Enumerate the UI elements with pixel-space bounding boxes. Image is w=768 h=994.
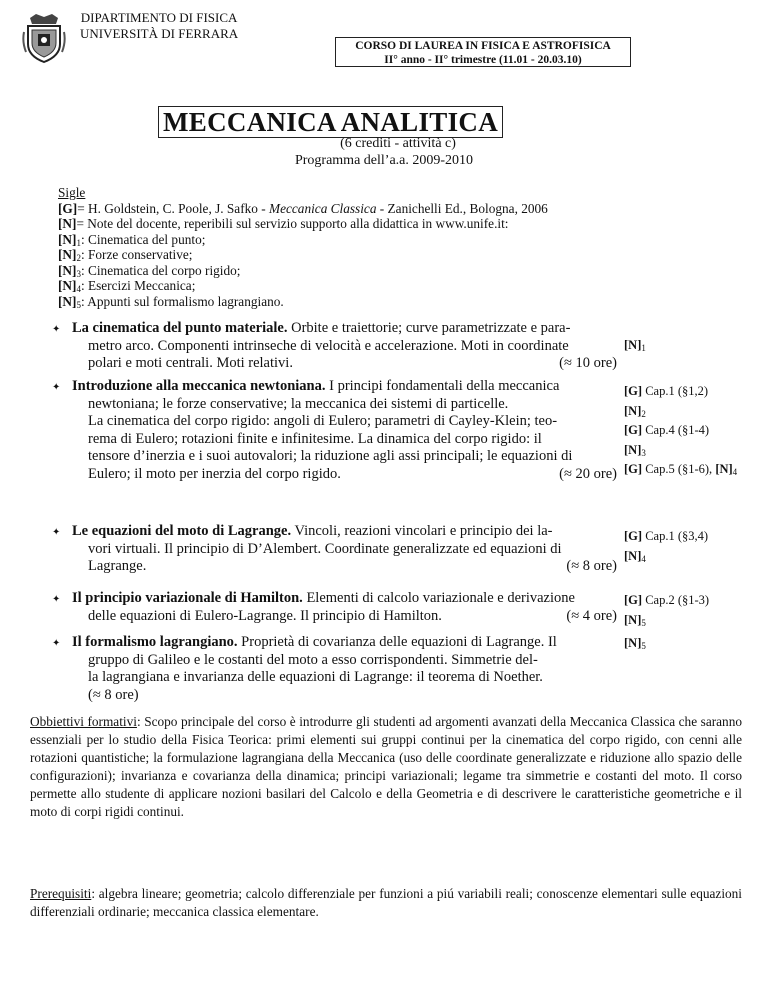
topic-item: ✦ Il principio variazionale di Hamilton. Elementi di calcolo variazionale e derivazione delle equazioni di Eulero-Lagrange. Il principio di Hamilton. (≈ 4 ore)	[52, 590, 617, 624]
topic-references: [G] Cap.1 (§1,2) $[N]_2$ [G] Cap.4 (§1-4) $[N]_3$ [G] Cap.5 (§1-6), $[N]_4$	[624, 384, 738, 477]
abbrev-note-item: $[N]_4$: Esercizi Meccanica;	[58, 278, 196, 294]
topic-title: La cinematica del punto materiale.	[72, 320, 288, 336]
abbrev-note-item: $[N]_5$: Appunti sul formalismo lagrangiano.	[58, 293, 284, 310]
university-crest-icon	[22, 12, 66, 64]
credits-line: (6 crediti - attività c)	[340, 136, 456, 151]
abbrev-notes: [N]= Note del docente, reperibili sul servizio supporto alla didattica in www.unife.it:	[58, 216, 509, 231]
prerequisites-paragraph: Prerequisiti: algebra lineare; geometria; calcolo differenziale per funzioni a piú variabili reali; conoscenze elementari sulle equazioni differenziali ordinarie; meccanica classica elementare.	[30, 886, 742, 919]
topic-references: [G] Cap.1 (§3,4) $[N]_4$	[624, 529, 709, 564]
topic-title: Le equazioni del moto di Lagrange.	[72, 523, 292, 539]
topic-hours: (≈ 4 ore)	[566, 607, 617, 624]
objectives-paragraph: Obbiettivi formativi: Scopo principale del corso è introdurre gli studenti ad argomenti avanzati della Meccanica Classica che saranno essenziali per lo studio della Fisica Teorica: primi elementi sui gruppi continui per la cinematica del corpo rigido, con cenni alle rotazioni quantistiche; la formulazione lagrangiana della Meccanica (uso delle coordinate generalizzate e riduzione allo spazio delle configurazioni); invarianza e covarianza della dinamica; principi variazionali; legame tra simmetrie e costanti del moto. Il corso permette allo studente di applicare nozioni basilari del Calcolo e della Geometria e di descrivere le caratteristiche geometriche e il moto di corpi rigidi continui.	[30, 714, 742, 819]
topic-hours: (≈ 10 ore)	[559, 355, 617, 371]
topic-references: $[N]_5$	[624, 636, 646, 651]
course-name: CORSO DI LAUREA IN FISICA E ASTROFISICA	[355, 40, 611, 52]
department-heading	[80, 10, 238, 42]
topic-title: Introduzione alla meccanica newtoniana.	[72, 378, 326, 394]
topic-title: Il formalismo lagrangiano.	[72, 634, 238, 650]
topic-item: ✦ Le equazioni del moto di Lagrange. Vincoli, reazioni vincolari e principio dei la- vori virtuali. Il principio di D’Alembert. Coordinate generalizzate ed equazioni di Lagrange. (≈ 8 ore)	[52, 523, 617, 574]
program-year: Programma dell’a.a. 2009-2010	[294, 153, 474, 168]
abbrev-note-item: $[N]_3$: Cinematica del corpo rigido;	[58, 262, 241, 279]
topic-hours: (≈ 8 ore)	[566, 558, 617, 574]
topic-item: ✦ Introduzione alla meccanica newtoniana. I principi fondamentali della meccanica newtoniana; le forze conservative; la meccanica dei sistemi di particelle. La cinematica del corpo rigido: angoli di Eulero; parametri di Cayley-Klein; teo- rema di Eulero; rotazioni finite e infinitesime. La dinamica del corpo rigido: il tensore d’inerzia e i suoi autovalori; la riduzione agli assi principali; le equazioni di Eulero; il moto per inerzia del corpo rigido. (≈ 20 ore)	[52, 378, 617, 482]
abbrev-note-item: $[N]_1$: Cinematica del punto;	[58, 231, 206, 248]
title-subtitle	[0, 135, 768, 169]
course-period: II° anno - II° trimestre (11.01 - 20.03.10)	[384, 54, 582, 66]
abbrev-goldstein: [G]= H. Goldstein, C. Poole, J. Safko - Meccanica Classica - Zanichelli Ed., Bologna, 2006	[58, 200, 548, 216]
objectives-label: Obbiettivi formativi	[30, 714, 137, 729]
topic-title: Il principio variazionale di Hamilton.	[72, 590, 303, 606]
abbreviations-section	[58, 185, 718, 309]
topic-item: ✦ Il formalismo lagrangiano. Proprietà di covarianza delle equazioni di Lagrange. Il gruppo di Galileo e le costanti del moto a esso corrispondenti. Simmetrie del- la lagrangiana e invarianza delle equazioni di Lagrange: il teorema di Noether. (≈ 8 ore)	[52, 634, 617, 704]
bullet-icon: ✦	[52, 594, 61, 605]
topic-item: ✦ La cinematica del punto materiale. Orbite e traiettorie; curve parametrizzate e para- metro arco. Componenti intrinseche di velocità e accelerazione. Moti in coordinate polari e moti centrali. Moti relativi. (≈ 10 ore)	[52, 320, 617, 371]
bullet-icon: ✦	[52, 638, 61, 649]
course-info-box	[335, 37, 631, 67]
abbreviations-heading: Sigle	[58, 185, 86, 200]
department-name: DIPARTIMENTO DI FISICA	[80, 10, 238, 25]
topic-references: $[N]_1$	[624, 338, 646, 353]
abbrev-note-item: $[N]_2$: Forze conservative;	[58, 247, 193, 263]
prerequisites-label: Prerequisiti	[30, 886, 92, 901]
bullet-icon: ✦	[52, 324, 61, 335]
bullet-icon: ✦	[52, 382, 61, 393]
university-name: UNIVERSITÀ DI FERRARA	[80, 26, 239, 41]
topic-hours: (≈ 20 ore)	[559, 465, 617, 482]
page-title: MECCANICA ANALITICA	[158, 106, 503, 138]
topic-references: [G] Cap.2 (§1-3) $[N]_5$	[624, 593, 710, 628]
topic-hours: (≈ 8 ore)	[88, 686, 139, 703]
bullet-icon: ✦	[52, 527, 61, 538]
